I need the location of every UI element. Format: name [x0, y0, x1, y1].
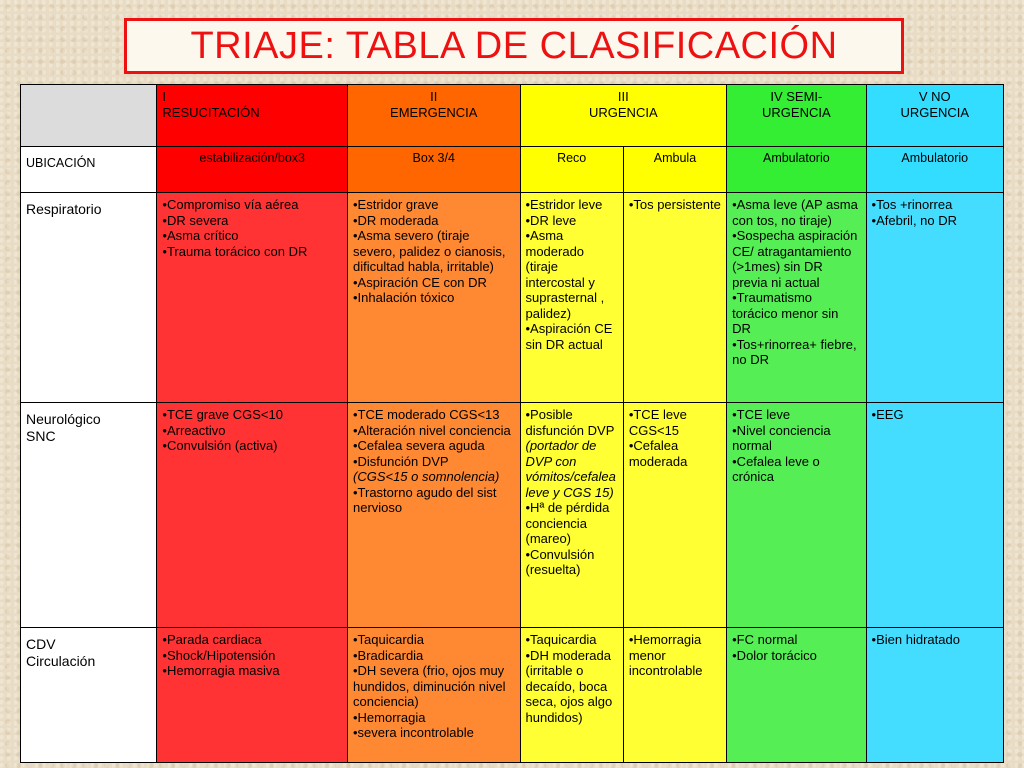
list-item: •Cefalea severa aguda: [352, 438, 485, 453]
list-item: •Bradicardia: [352, 647, 424, 663]
cdv-label-2: Circulación: [26, 653, 96, 669]
cdv-level-3b: [623, 628, 726, 763]
header-row: [21, 85, 1004, 147]
list-item: •Dolor torácico: [732, 647, 817, 663]
list-item: •DR moderada: [352, 212, 439, 228]
ubicacion-level-3a: Reco: [520, 147, 623, 193]
list-item: •Cefalea leve o crónica: [732, 453, 820, 484]
list-item: •DH severa (frio, ojos muy hundidos, diminución nivel conciencia): [352, 663, 506, 709]
list-item: •Compromiso vía aérea: [162, 197, 299, 212]
cdv-level-1: [157, 628, 348, 763]
list-item: •Convulsión (activa): [162, 438, 278, 453]
list-item: •Convulsión (resuelta): [525, 546, 595, 577]
neurologico-level-2: [347, 403, 520, 628]
list-item: •Sospecha aspiración CE/ atragantamiento (>1mes) sin DR previa ni actual: [732, 228, 858, 290]
triage-table: [20, 84, 1004, 763]
list-item: •Hemorragia menor incontrolable: [628, 632, 703, 678]
neurologico-label-2: SNC: [26, 428, 56, 444]
list-item: •Shock/Hipotensión: [162, 647, 276, 663]
list-item: •Posible disfunción DVP: [525, 407, 615, 438]
list-item: •Asma moderado (tiraje intercostal y suprasternal , palidez): [525, 228, 605, 321]
list-item: •Hemorragia: [352, 709, 426, 725]
list-item: •Trastorno agudo del sist nervioso: [352, 484, 497, 515]
cdv-label-1: CDV: [26, 636, 56, 652]
level-5-name: URGENCIA: [900, 104, 970, 120]
list-item: •TCE leve: [732, 407, 791, 422]
list-item: •Asma crítico: [162, 228, 239, 243]
level-2-number: II: [430, 89, 438, 104]
respiratorio-level-4: [727, 193, 866, 403]
list-item: •Asma severo (tiraje severo, palidez o cianosis, dificultad habla, irritable): [352, 228, 506, 274]
list-item: •Estridor grave: [352, 197, 439, 212]
ubicacion-level-3b: Ambula: [623, 147, 726, 193]
cdv-level-5: [866, 628, 1003, 763]
list-item: •Tos persistente: [628, 197, 721, 212]
neurologico-level-1: [157, 403, 348, 628]
list-item: •Traumatismo torácico menor sin DR: [732, 290, 839, 336]
respiratorio-level-3a: [520, 193, 623, 403]
cdv-level-3a: [520, 628, 623, 763]
title-box: [124, 18, 904, 74]
respiratorio-level-5: [866, 193, 1003, 403]
level-3-number: III: [617, 89, 629, 104]
level-5-header: [866, 85, 1003, 147]
list-item: •DR severa: [162, 212, 229, 228]
list-item: •Hemorragia masiva: [162, 663, 280, 678]
level-1-header: [157, 85, 348, 147]
level-4-header: [727, 85, 866, 147]
list-item: •DH moderada (irritable o decaído, boca seca, ojos algo hundidos): [525, 647, 613, 725]
list-item: •Alteración nivel conciencia: [352, 422, 511, 438]
level-4-name: URGENCIA: [762, 104, 831, 120]
level-4-number: IV SEMI-: [770, 89, 823, 104]
slide-title: TRIAJE: TABLA DE CLASIFICACIÓN: [190, 24, 838, 67]
respiratorio-row: [21, 193, 1004, 403]
list-item: •Taquicardia: [352, 632, 425, 647]
list-item: •Tos+rinorrea+ fiebre, no DR: [732, 336, 857, 367]
respiratorio-level-1: [157, 193, 348, 403]
list-item: •Asma leve (AP asma con tos, no tiraje): [732, 197, 858, 228]
list-item: •Arreactivo: [162, 422, 226, 438]
level-2-header: [347, 85, 520, 147]
neurologico-label-1: Neurológico: [26, 411, 101, 427]
list-item: •Aspiración CE sin DR actual: [525, 321, 613, 352]
list-item: •Hª de pérdida conciencia (mareo): [525, 500, 610, 546]
level-5-number: V NO: [918, 89, 951, 104]
ubicacion-level-2: Box 3/4: [347, 147, 520, 193]
level-3-header: [520, 85, 727, 147]
list-item: •Estridor leve: [525, 197, 603, 212]
list-item: •Afebril, no DR: [871, 212, 958, 228]
neurologico-row: [21, 403, 1004, 628]
list-item: •Inhalación tóxico: [352, 290, 455, 305]
ubicacion-level-4: Ambulatorio: [727, 147, 866, 193]
respiratorio-level-2: [347, 193, 520, 403]
respiratorio-level-3b: [623, 193, 726, 403]
list-item: •DR leve: [525, 212, 577, 228]
list-item: •FC normal: [732, 632, 798, 647]
list-item: •TCE moderado CGS<13: [352, 407, 500, 422]
list-note: (portador de DVP con vómitos/cefalea leve y CGS 15): [525, 438, 616, 500]
list-item: •TCE leve CGS<15: [628, 407, 687, 438]
list-item: •Disfunción DVP: [352, 453, 449, 469]
list-item: •Cefalea moderada: [628, 438, 688, 469]
list-item: •Parada cardiaca: [162, 632, 262, 647]
list-item: •Taquicardia: [525, 632, 597, 647]
list-item: •severa incontrolable: [352, 725, 474, 740]
list-item: •Bien hidratado: [871, 632, 960, 647]
corner-cell: [21, 85, 157, 147]
list-item: •Aspiración CE con DR: [352, 274, 487, 290]
list-item: •Trauma torácico con DR: [162, 243, 308, 259]
list-item: •Nivel conciencia normal: [732, 422, 831, 453]
ubicacion-row: [21, 147, 1004, 193]
level-1-number: I: [162, 89, 167, 104]
ubicacion-level-1: estabilización/box3: [157, 147, 348, 193]
neurologico-level-3a: [520, 403, 623, 628]
ubicacion-label: UBICACIÓN: [21, 147, 157, 193]
cdv-level-4: [727, 628, 866, 763]
level-1-name: RESUCITACIÓN: [162, 104, 260, 120]
cdv-label: [21, 628, 157, 763]
neurologico-level-5: [866, 403, 1003, 628]
list-item: •TCE grave CGS<10: [162, 407, 283, 422]
neurologico-level-3b: [623, 403, 726, 628]
list-item: •EEG: [871, 407, 904, 422]
neurologico-label: [21, 403, 157, 628]
ubicacion-level-5: Ambulatorio: [866, 147, 1003, 193]
level-2-name: EMERGENCIA: [390, 104, 478, 120]
cdv-row: [21, 628, 1004, 763]
respiratorio-label: Respiratorio: [21, 193, 157, 403]
list-note: (CGS<15 o somnolencia): [352, 469, 500, 484]
list-item: •Tos +rinorrea: [871, 197, 953, 212]
cdv-level-2: [347, 628, 520, 763]
neurologico-level-4: [727, 403, 866, 628]
level-3-name: URGENCIA: [589, 104, 658, 120]
